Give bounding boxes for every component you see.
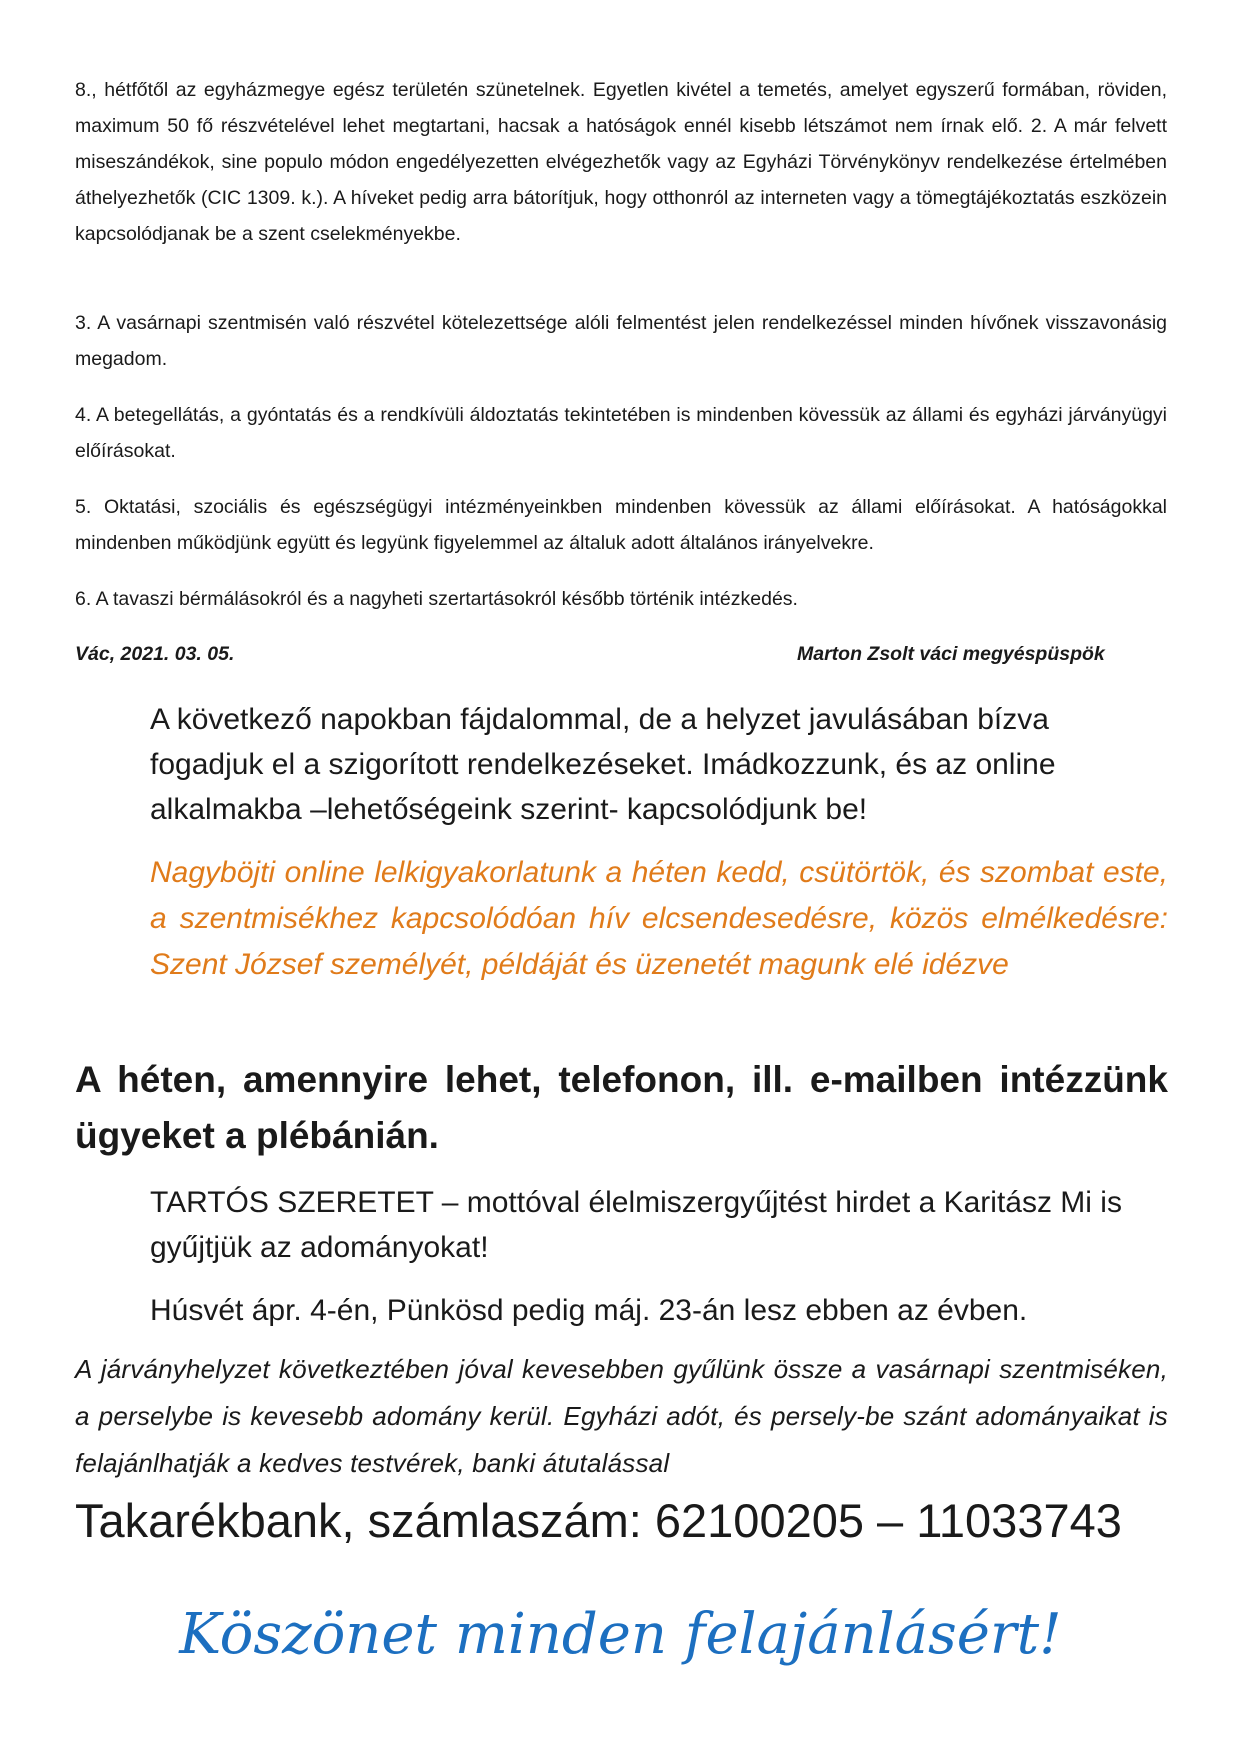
paragraph-institutions: 5. Oktatási, szociális és egészségügyi intézményeinkben mindenben kövessük az állami előírásokat. A hatóságokkal mindenben működjünk együtt és legyünk figyelemmel az általuk adott általános irányelvekre. — [75, 496, 1167, 554]
karitasz-notice: TARTÓS SZERETET – mottóval élelmiszergyűjtést hirdet a Karitász Mi is gyűjtjük az adományokat! — [150, 1186, 1122, 1264]
intro-notice: A következő napokban fájdalommal, de a helyzet javulásában bízva fogadjuk el a szigorított rendelkezéseket. Imádkozzunk, és az online alkalmakba –lehetőségeink szerint- kapcsolódjunk be! — [150, 703, 1056, 826]
paragraph-suspension: 8., hétfőtől az egyházmegye egész területén szünetelnek. Egyetlen kivétel a temetés, amelyet egyszerű formában, röviden, maximum 50 fő részvételével lehet megtartani, hacsak a hatóságok ennél kisebb létszámot nem írnak elő. 2. A már felvett miseszándékok, sine populo módon engedélyezetten elvégezhetők vagy az Egyházi Törvénykönyv rendelkezése értelmében áthelyezhetők (CIC 1309. k.). A híveket pedig arra bátorítjuk, hogy otthonról az interneten vagy a tömegtájékoztatás eszközein kapcsolódjanak be a szent cselekményekbe. — [75, 79, 1167, 245]
signature-name: Marton Zsolt váci megyéspüspök — [797, 643, 1105, 665]
retreat-notice: Nagyböjti online lelkigyakorlatunk a héten kedd, csütörtök, és szombat este, a szentmisékhez kapcsolódóan hív elcsendesedésre, közös elmélkedésre: Szent József személyét, példáját és üzenetét magunk elé idézve — [150, 856, 1168, 981]
paragraph-sick-care: 4. A betegellátás, a gyóntatás és a rendkívüli áldoztatás tekintetében is mindenben kövessük az állami és egyházi járványügyi előírásokat. — [75, 404, 1167, 462]
thanks-message: Köszönet minden felajánlásért! — [179, 1602, 1062, 1667]
paragraph-sunday-dispensation: 3. A vasárnapi szentmisén való részvétel kötelezettsége alóli felmentést jelen rendelkezéssel minden hívőnek visszavonásig megadom. — [75, 312, 1167, 370]
bank-account: Takarékbank, számlaszám: 62100205 – 11033743 — [75, 1494, 1122, 1547]
office-notice: A héten, amennyire lehet, telefonon, ill. e-mailben intézzünk ügyeket a plébánián. — [75, 1059, 1168, 1156]
paragraph-confirmations: 6. A tavaszi bérmálásokról és a nagyheti szertartásokról később történik intézkedés. — [75, 588, 798, 610]
signature-place-date: Vác, 2021. 03. 05. — [75, 643, 235, 665]
easter-notice: Húsvét ápr. 4-én, Pünkösd pedig máj. 23-án lesz ebben az évben. — [150, 1294, 1028, 1327]
donation-notice: A járványhelyzet következtében jóval kevesebben gyűlünk össze a vasárnapi szentmiséken, a perselybe is kevesebb adomány kerül. Egyházi adót, és persely-be szánt adományaikat is felajánlhatják a kedves testvérek, banki átutalással — [75, 1354, 1168, 1478]
